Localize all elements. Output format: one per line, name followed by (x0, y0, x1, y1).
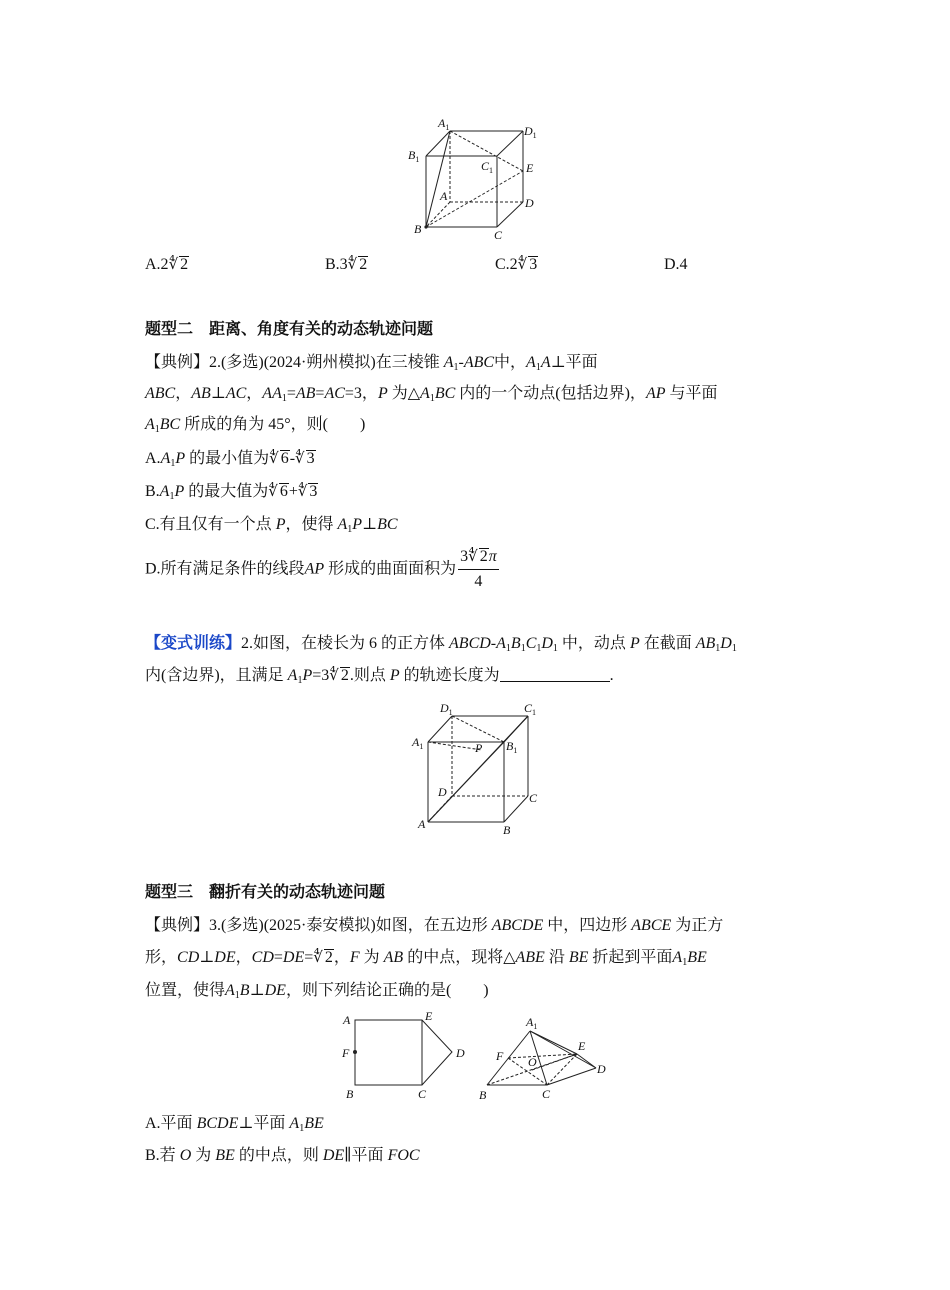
ex3-option-a[interactable]: A.平面 BCDE⊥平面 $A_1BE$ (145, 1115, 324, 1134)
label-F: F (342, 1046, 350, 1060)
label-A1: $A_1$ (412, 735, 424, 751)
ex3-line1: 【典例】3.(多选)(2025·泰安模拟)如图，在五边形 ABCDE 中，四边形 ABCE 为正方 (145, 915, 724, 934)
label-A: A (418, 817, 426, 831)
label-D: D (438, 785, 447, 799)
label-E: E (425, 1009, 433, 1023)
label-B: B (503, 823, 511, 837)
option-d[interactable]: D.4 (664, 256, 688, 273)
label-E: E (526, 161, 534, 175)
label-B: B (479, 1088, 487, 1102)
figure-cube-1 (405, 115, 545, 245)
label-A1: $A_1$ (526, 1015, 538, 1031)
option-a[interactable]: A.2∜ 2 (145, 256, 189, 273)
ex3-line2: 形，CD⊥DE，CD=DE=∜ 2，F 为 AB 的中点，现将△ABE 沿 BE 折起到平面$A_1BE$ (145, 949, 707, 968)
section-title-2: 题型二 距离、角度有关的动态轨迹问题 (145, 319, 434, 338)
label-E: E (578, 1039, 586, 1053)
figure-folded (474, 1012, 614, 1108)
figure-pentagon (338, 1008, 478, 1108)
label-B: B (414, 222, 422, 236)
label-B1: $B_1$ (408, 148, 420, 164)
ex2-option-d[interactable]: D.所有满足条件的线段AP 形成的曲面面积为 $\frac{3∜ 2\pi}{4}$ (145, 546, 499, 596)
label-D: D (597, 1062, 606, 1076)
ex3-option-b[interactable]: B.若 O 为 BE 的中点，则 DE∥平面 FOC (145, 1147, 420, 1164)
answer-blank[interactable] (500, 667, 610, 682)
label-A1: $A_1$ (438, 116, 450, 132)
label-P: P (475, 741, 483, 755)
ex2-option-a[interactable]: $A.A_1P$ 的最小值为∜ 6-∜ 3 (145, 450, 315, 469)
label-B1: $B_1$ (506, 739, 518, 755)
label-C: C (542, 1087, 551, 1101)
ex2-option-b[interactable]: $B.A_1P$ 的最大值为∜ 6+∜ 3 (145, 483, 318, 502)
ex2-option-c[interactable]: C.有且仅有一个点 P，使得 $A_1P\perp BC$ (145, 516, 398, 535)
label-A: A (343, 1013, 351, 1027)
label-O: O (528, 1055, 537, 1069)
option-b[interactable]: B.3∜ 2 (325, 256, 368, 273)
option-c[interactable]: C.2∜ 3 (495, 256, 538, 273)
ex2-line3: $A_1BC$ 所成的角为 45°，则( ) (145, 416, 366, 435)
label-C1: $C_1$ (524, 701, 537, 717)
var2-line1: 【变式训练】2.如图，在棱长为 6 的正方体 ABCD-$A_1B_1C_1D_1$ 中，动点 P 在截面 $AB_1D_1$ (145, 633, 737, 654)
label-C1: $C_1$ (481, 159, 494, 175)
figure-cube-2 (410, 700, 550, 840)
fraction: $\frac{3∜ 2\pi}{4}$ (460, 548, 497, 590)
label-A: A (440, 189, 448, 203)
label-C: C (529, 791, 538, 805)
label-C: C (494, 228, 503, 242)
label-C: C (418, 1087, 427, 1101)
label-D1: $D_1$ (440, 701, 453, 717)
label-D: D (525, 196, 534, 210)
ex2-line2: ABC，AB⊥AC，$AA_1=AB=AC=3$，P 为$\triangle A_1BC$ 内的一个动点(包括边界)，AP 与平面 (145, 385, 718, 404)
label-D: D (456, 1046, 465, 1060)
ex2-line1: 【典例】2.(多选)(2024·朔州模拟)在三棱锥 $A_1$-ABC中，$A_1A\perp$平面 (145, 352, 598, 373)
ex3-line3: 位置，使得$A_1B\perp DE$，则下列结论正确的是( ) (145, 982, 489, 1001)
label-D1: $D_1$ (524, 124, 537, 140)
section-title-3: 题型三 翻折有关的动态轨迹问题 (145, 882, 386, 901)
label-B: B (346, 1087, 354, 1101)
label-F: F (496, 1049, 504, 1063)
var2-line2: 内(含边界)，且满足 $A_1P=3∜$ 2.则点 P 的轨迹长度为 . (145, 667, 614, 686)
